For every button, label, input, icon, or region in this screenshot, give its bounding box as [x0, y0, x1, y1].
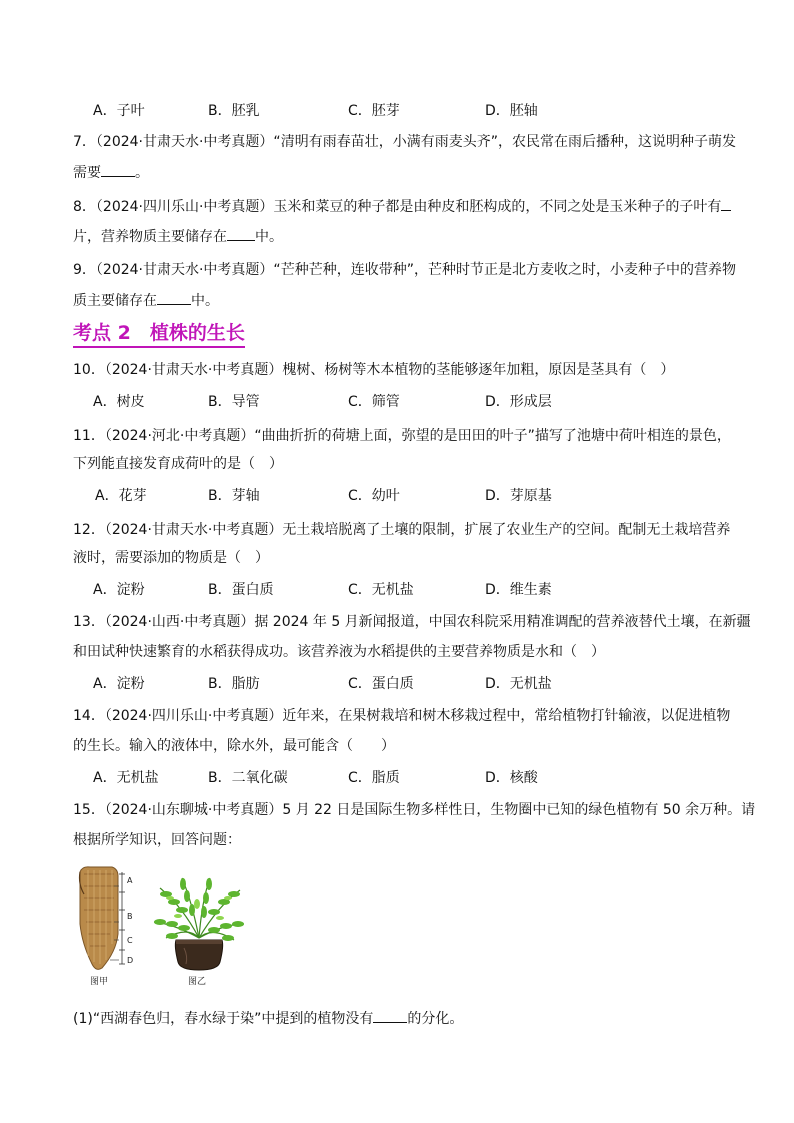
q13-option-b[interactable]: B．脂肪: [208, 676, 260, 692]
q6-option-b[interactable]: B．胚乳: [208, 103, 260, 119]
q11-stem-line2: 下列能直接发育成荷叶的是（ ）: [73, 456, 283, 472]
q9-stem-line1: 9．（2024·甘肃天水·中考真题）“芒种芒种，连收带种”，芒种时节正是北方麦收之时，小麦种子中的营养物: [73, 262, 736, 278]
q15-stem-line2: 根据所学知识，回答问题：: [73, 832, 241, 848]
q8-text-c: 中。: [255, 229, 283, 245]
q6-option-c[interactable]: C．胚芽: [348, 103, 400, 119]
q13-option-a[interactable]: A．淀粉: [93, 676, 145, 692]
q14-option-b[interactable]: B．二氧化碳: [208, 770, 288, 786]
q13-stem-line1: 13．（2024·山西·中考真题）据 2024 年 5 月新闻报道，中国农科院采用精准调配的营养液替代土壤，在新疆: [73, 614, 751, 630]
q10-stem: 10．（2024·甘肃天水·中考真题）槐树、杨树等木本植物的茎能够逐年加粗，原因是茎具有（ ）: [73, 362, 675, 378]
q9-text-a: 质主要储存在: [73, 293, 157, 309]
corn-seed-illustration: [74, 864, 146, 972]
q6-option-a[interactable]: A．子叶: [93, 103, 145, 119]
q11-option-d[interactable]: D．芽原基: [485, 488, 552, 504]
q13-stem-line2: 和田试种快速繁育的水稻获得成功。该营养液为水稻提供的主要营养物质是水和（ ）: [73, 644, 605, 660]
q15-stem-line1: 15．（2024·山东聊城·中考真题）5 月 22 日是国际生物多样性日，生物圈中已知的绿色植物有 50 余万种。请: [73, 802, 756, 818]
q7-text-a: 需要: [73, 165, 101, 181]
q10-option-c[interactable]: C．筛管: [348, 394, 400, 410]
section-heading: 考点 2 植株的生长: [73, 320, 245, 348]
q14-option-c[interactable]: C．脂质: [348, 770, 400, 786]
q8-text-a: 8．（2024·四川乐山·中考真题）玉米和菜豆的种子都是由种皮和胚构成的，不同之处是玉米种子的子叶有: [73, 199, 722, 215]
q14-stem-line2: 的生长。输入的液体中，除水外，最可能含（ ）: [73, 738, 395, 754]
q7-stem-line2: [73, 162, 149, 183]
q11-option-c[interactable]: C．幼叶: [348, 488, 400, 504]
fig1-label-b: B: [127, 912, 133, 921]
q14-option-d[interactable]: D．核酸: [485, 770, 538, 786]
q10-option-a[interactable]: A．树皮: [93, 394, 145, 410]
q12-stem-line1: 12．（2024·甘肃天水·中考真题）无土栽培脱离了土壤的限制，扩展了农业生产的空间。配制无土栽培营养: [73, 522, 731, 538]
q12-stem-line2: 液时，需要添加的物质是（ ）: [73, 550, 269, 566]
fig1-label-a: A: [127, 876, 133, 885]
q14-option-a[interactable]: A．无机盐: [93, 770, 159, 786]
fern-illustration: [152, 876, 246, 972]
q11-option-a[interactable]: A．花芽: [95, 488, 147, 504]
q15-sub1: [73, 1008, 463, 1029]
q6-option-d[interactable]: D．胚轴: [485, 103, 538, 119]
q15-sub1-answer-blank[interactable]: [373, 1008, 407, 1023]
q7-stem-line1: 7．（2024·甘肃天水·中考真题）“清明有雨春苗壮，小满有雨麦头齐”，农民常在雨后播种，这说明种子萌发: [73, 134, 736, 150]
fig2-caption: 图乙: [188, 977, 207, 987]
q12-option-b[interactable]: B．蛋白质: [208, 582, 274, 598]
q12-option-a[interactable]: A．淀粉: [93, 582, 145, 598]
q14-stem-line1: 14．（2024·四川乐山·中考真题）近年来，在果树栽培和树木移栽过程中，常给植物打针输液，以促进植物: [73, 708, 731, 724]
q11-stem-line1: 11．（2024·河北·中考真题）“曲曲折折的荷塘上面，弥望的是田田的叶子”描写了池塘中荷叶相连的景色，: [73, 428, 731, 444]
q10-option-b[interactable]: B．导管: [208, 394, 260, 410]
fig1-label-d: D: [127, 956, 134, 965]
figure-potted-fern: [152, 876, 246, 986]
q15-sub1-text-b: 的分化。: [407, 1011, 464, 1027]
q9-stem-line2: [73, 290, 219, 311]
q13-option-c[interactable]: C．蛋白质: [348, 676, 414, 692]
fig1-caption: 图甲: [90, 977, 109, 987]
q9-text-b: 中。: [191, 293, 219, 309]
q12-option-c[interactable]: C．无机盐: [348, 582, 414, 598]
figure-corn-seed: [74, 864, 146, 986]
q8-answer-blank-1[interactable]: [721, 196, 731, 211]
q8-stem-line2: [73, 226, 283, 247]
q13-option-d[interactable]: D．无机盐: [485, 676, 552, 692]
q8-text-b: 片，营养物质主要储存在: [73, 229, 227, 245]
q7-answer-blank[interactable]: [101, 162, 135, 177]
q7-text-b: 。: [135, 165, 149, 181]
q8-stem-line1: [73, 196, 731, 217]
q12-option-d[interactable]: D．维生素: [485, 582, 552, 598]
q8-answer-blank-2[interactable]: [227, 226, 255, 241]
q10-option-d[interactable]: D．形成层: [485, 394, 552, 410]
q11-option-b[interactable]: B．芽轴: [208, 488, 260, 504]
q15-sub1-text-a: (1)“西湖春色归，春水绿于染”中提到的植物没有: [73, 1011, 374, 1027]
q9-answer-blank[interactable]: [157, 290, 191, 305]
fig1-label-c: C: [127, 936, 133, 945]
